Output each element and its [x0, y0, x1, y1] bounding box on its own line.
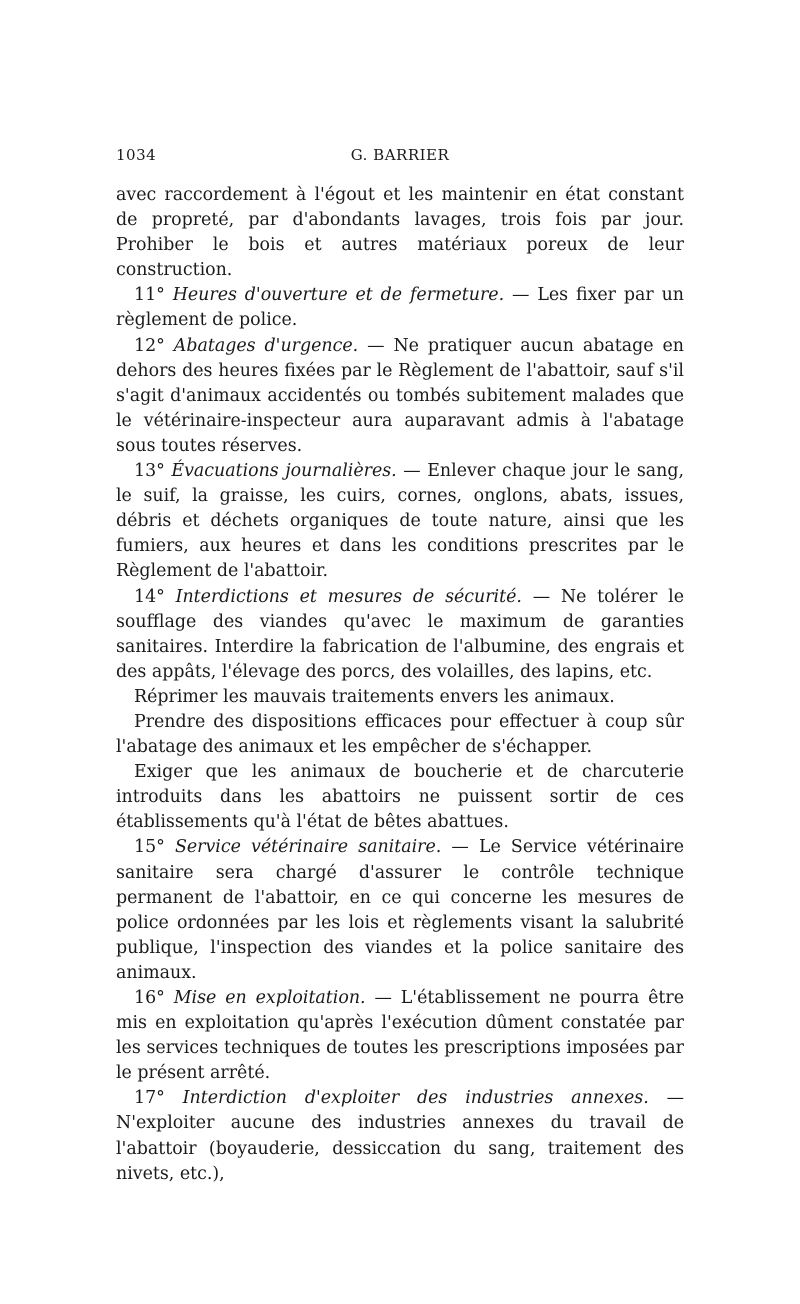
- paragraph-text: — Ne tolérer le soufflage des viandes qu'avec le maximum de garanties sanitaires. Interdire la fabrication de l'albumine, des engrais et des appâts, l'élevage des porcs, des volailles, des lapins, etc.: [116, 586, 684, 682]
- paragraph: [116, 760, 684, 835]
- article-title: Abatages d'urgence.: [173, 335, 359, 356]
- paragraph-text: — Ne pratiquer aucun abatage en dehors des heures fixées par le Règlement de l'abattoir, sauf s'il s'agit d'animaux accidentés ou tombés subitement malades que le vétérinaire-inspecteur aura auparavant admis à l'abatage sous toutes réserves.: [116, 335, 684, 456]
- paragraph: [116, 685, 684, 710]
- paragraph-text: — L'établissement ne pourra être mis en exploitation qu'après l'exécution dûment constatée par les services techniques de toutes les prescriptions imposées par le présent arrêté.: [116, 988, 684, 1084]
- paragraph-text: avec raccordement à l'égout et les maintenir en état constant de propreté, par d'abondants lavages, trois fois par jour. Prohiber le bois et autres matériaux poreux de leur construction.: [116, 185, 684, 281]
- paragraph-text: — Le Service vétérinaire sanitaire sera chargé d'assurer le contrôle technique permanent de l'abattoir, en ce qui concerne les mesures de police ordonnées par les lois et règlements visant la salubrité publique, l'inspection des viandes et la police sanitaire des animaux.: [116, 837, 685, 983]
- article-title: Heures d'ouverture et de fermeture.: [172, 285, 505, 306]
- article-title: Interdiction d'exploiter des industries annexes.: [182, 1088, 649, 1109]
- article-number: 14°: [134, 586, 176, 607]
- article-13: [116, 459, 684, 584]
- paragraph-text: Exiger que les animaux de boucherie et de charcuterie introduits dans les abattoirs ne puissent sortir de ces établissements qu'à l'état de bêtes abattues.: [116, 762, 684, 833]
- running-head-author: G. BARRIER: [350, 146, 450, 164]
- article-11: [116, 283, 684, 333]
- paragraph-text: — N'exploiter aucune des industries annexes du travail de l'abattoir (boyauderie, dessiccation du sang, traitement des nivets, etc.),: [116, 1088, 684, 1184]
- body-text: [116, 183, 684, 1187]
- article-title: Évacuations journalières.: [171, 461, 397, 482]
- article-title: Interdictions et mesures de sécurité.: [175, 586, 522, 607]
- paragraph-text: — Enlever chaque jour le sang, le suif, la graisse, les cuirs, cornes, onglons, abats, issues, débris et déchets organiques de toute nature, ainsi que les fumiers, aux heures et dans les conditions prescrites par le Règlement de l'abattoir.: [116, 461, 684, 582]
- article-title: Mise en exploitation.: [173, 988, 366, 1008]
- paragraph-continuation: [116, 183, 684, 283]
- article-title: Service vétérinaire sanitaire.: [174, 837, 442, 858]
- article-15: [116, 835, 684, 986]
- paragraph-text: Réprimer les mauvais traitements envers les animaux.: [134, 686, 615, 707]
- article-12: [116, 334, 684, 459]
- article-14: [116, 585, 684, 685]
- article-number: 13°: [134, 461, 172, 482]
- article-16: [116, 986, 684, 1086]
- article-number: 17°: [134, 1088, 183, 1109]
- paragraph-text: Prendre des dispositions efficaces pour effectuer à coup sûr l'abatage des animaux et les empêcher de s'échapper.: [116, 711, 684, 758]
- article-number: 12°: [134, 335, 174, 356]
- article-number: 15°: [134, 837, 175, 858]
- paragraph: [116, 710, 684, 760]
- paragraph-text: — Les fixer par un règlement de police.: [116, 285, 684, 331]
- article-17: [116, 1086, 684, 1186]
- article-number: 11°: [134, 285, 173, 306]
- article-number: 16°: [134, 988, 174, 1008]
- page-number: 1034: [116, 146, 157, 164]
